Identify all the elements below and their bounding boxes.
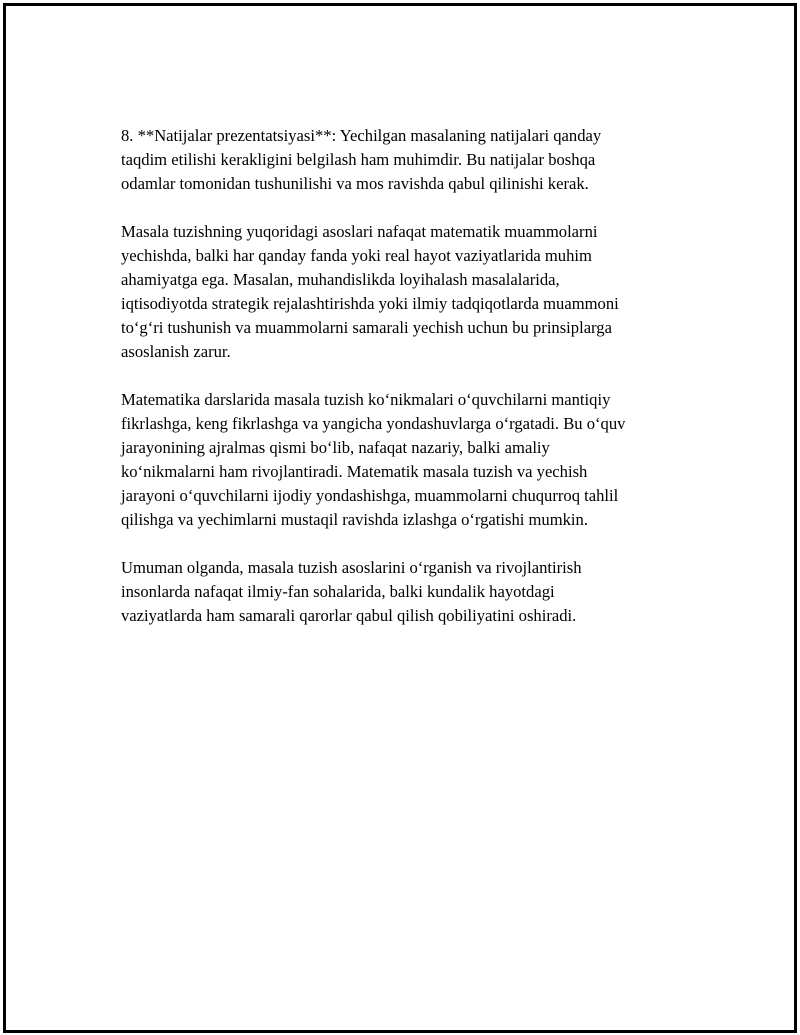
paragraph-conclusion: Umuman olganda, masala tuzish asoslarini o‘rganish va rivojlantirish insonlarda nafaqat ilmiy-fan sohalarida, balki kundalik hayotdagi vaziyatlarda ham samarali qarorlar qabul qilish qobiliyatini oshiradi.: [121, 558, 582, 625]
document-body: [121, 124, 711, 652]
paragraph-results-presentation: 8. **Natijalar prezentatsiyasi**: Yechilgan masalaning natijalari qanday taqdim etilishi kerakligini belgilash ham muhimdir. Bu natijalar boshqa odamlar tomonidan tushunilishi va mos ravishda qabul qilinishi kerak.: [121, 126, 602, 193]
paragraph-math-lessons: Matematika darslarida masala tuzish ko‘nikmalari o‘quvchilarni mantiqiy fikrlashga, keng fikrlashga va yangicha yondashuvlarga o‘rgatadi. Bu o‘quv jarayonining ajralmas qismi bo‘lib, nafaqat nazariy, balki amaliy ko‘nikmalarni ham rivojlantiradi. Matematik masala tuzish va yechish jarayoni o‘quvchilarni ijodiy yondashishga, muammolarni chuqurroq tahlil qilishga va yechimlarni mustaqil ravishda izlashga o‘rgatishi mumkin.: [121, 390, 626, 529]
paragraph-foundations-importance: Masala tuzishning yuqoridagi asoslari nafaqat matematik muammolarni yechishda, balki har qanday fanda yoki real hayot vaziyatlarida muhim ahamiyatga ega. Masalan, muhandislikda loyihalash masalalarida, iqtisodiyotda strategik rejalashtirishda yoki ilmiy tadqiqotlarda muammoni to‘g‘ri tushunish va muammolarni samarali yechish uchun bu prinsiplarga asoslanish zarur.: [121, 222, 619, 361]
page-frame: [3, 3, 797, 1033]
